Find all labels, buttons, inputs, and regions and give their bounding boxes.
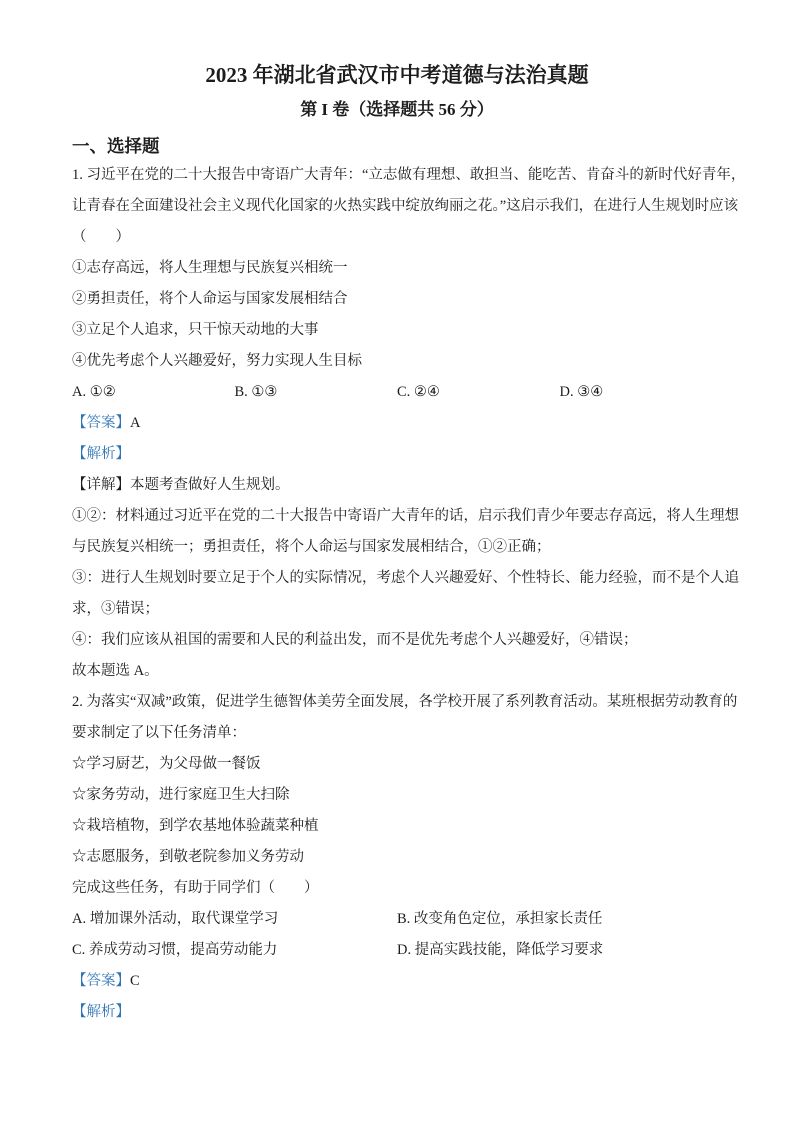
q1-detail-line-3: 与民族复兴相统一；勇担责任，将个人命运与国家发展相结合，①②正确； [72, 539, 551, 555]
q2-task-1: ☆学习厨艺，为父母做一餐饭 [72, 756, 261, 772]
q1-answer-line [72, 408, 722, 439]
q1-option-c: C. ②④ [397, 384, 440, 400]
q2-closing-line: 完成这些任务，有助于同学们（ ） [72, 880, 319, 896]
q2-options-row-2 [72, 935, 722, 966]
q1-stem-line-1: 1. 习近平在党的二十大报告中寄语广大青年：“立志做有理想、敢担当、能吃苦、肯奋斗的新时代好青年， [72, 167, 746, 183]
q1-option-d: D. ③④ [559, 384, 604, 400]
document-title: 2023 年湖北省武汉市中考道德与法治真题 [205, 63, 589, 87]
volume-heading: 第 I 卷（选择题共 56 分） [300, 100, 494, 119]
q2-option-b: B. 改变角色定位，承担家长责任 [397, 911, 603, 927]
q1-answer-bracket: （ ） [72, 229, 130, 245]
q1-detail-line-5: 求，③错误； [72, 601, 159, 617]
q1-statement-4: ④优先考虑个人兴趣爱好，努力实现人生目标 [72, 353, 362, 369]
analysis-label: 【解析】 [72, 1004, 130, 1020]
q1-stem-line-2: 让青春在全面建设社会主义现代化国家的火热实践中绽放绚丽之花。”这启示我们，在进行人生规划时应该 [72, 198, 739, 214]
q1-option-b: B. ①③ [234, 384, 278, 400]
q2-task-3: ☆栽培植物，到学农基地体验蔬菜种植 [72, 818, 319, 834]
q1-statement-1: ①志存高远，将人生理想与民族复兴相统一 [72, 260, 348, 276]
q2-stem-line-2: 要求制定了以下任务清单： [72, 725, 246, 741]
answer-label: 【答案】 [72, 415, 130, 431]
q2-analysis-line [72, 997, 722, 1028]
q1-answer-value: A [130, 415, 141, 431]
q1-detail-line-1: 【详解】本题考查做好人生规划。 [72, 477, 290, 493]
q1-statement-3: ③立足个人追求，只干惊天动地的大事 [72, 322, 319, 338]
q2-option-a: A. 增加课外活动，取代课堂学习 [72, 911, 279, 927]
q1-detail-line-2: ①②：材料通过习近平在党的二十大报告中寄语广大青年的话，启示我们青少年要志存高远，将人生理想 [72, 508, 739, 524]
q1-detail-line-7: 故本题选 A。 [72, 663, 159, 679]
section-heading: 一、选择题 [72, 136, 160, 156]
q1-analysis-line [72, 439, 722, 470]
q1-detail-line-4: ③：进行人生规划时要立足于个人的实际情况，考虑个人兴趣爱好、个性特长、能力经验，而不是个人追 [72, 570, 739, 586]
q2-option-c: C. 养成劳动习惯，提高劳动能力 [72, 942, 278, 958]
page-content [72, 0, 746, 1028]
q1-statement-2: ②勇担责任，将个人命运与国家发展相结合 [72, 291, 348, 307]
analysis-label: 【解析】 [72, 446, 130, 462]
q1-options-row [72, 377, 722, 408]
q2-task-2: ☆家务劳动，进行家庭卫生大扫除 [72, 787, 290, 803]
answer-label: 【答案】 [72, 973, 130, 989]
q1-option-a: A. ①② [72, 384, 116, 400]
q2-option-d: D. 提高实践技能，降低学习要求 [397, 942, 604, 958]
q1-detail-line-6: ④：我们应该从祖国的需要和人民的利益出发，而不是优先考虑个人兴趣爱好，④错误； [72, 632, 638, 648]
q2-stem-line-1: 2. 为落实“双减”政策，促进学生德智体美劳全面发展，各学校开展了系列教育活动。某班根据劳动教育的 [72, 694, 738, 710]
q2-task-4: ☆志愿服务，到敬老院参加义务劳动 [72, 849, 304, 865]
q2-options-row-1 [72, 904, 722, 935]
q2-answer-line [72, 966, 722, 997]
q2-answer-value: C [130, 973, 140, 989]
